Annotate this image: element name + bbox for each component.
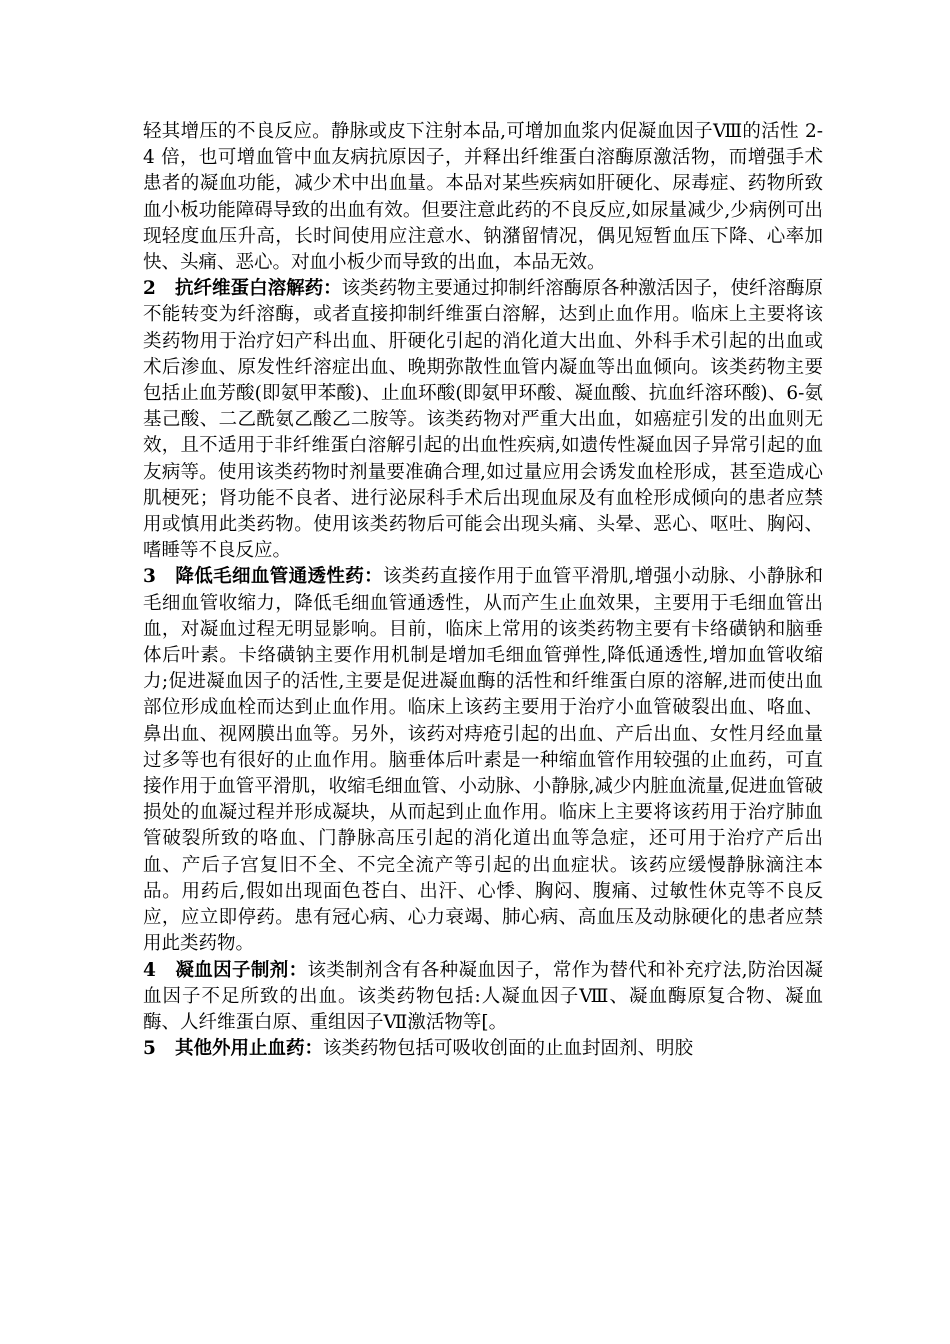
document-page <box>143 119 823 1062</box>
section-number-5: 5 <box>143 1038 156 1060</box>
section-number-3: 3 <box>143 566 156 588</box>
paragraph-3 <box>143 564 823 957</box>
paragraph-4 <box>143 958 823 1037</box>
section-heading-5: 其他外用止血药： <box>175 1038 324 1060</box>
section-heading-3: 降低毛细血管通透性药： <box>175 566 383 588</box>
paragraph-2 <box>143 276 823 564</box>
paragraph-2-text: 该类药物主要通过抑制纤溶酶原各种激活因子，使纤溶酶原不能转变为纤溶酶，或者直接抑制纤维蛋白溶解，达到止血作用。临床上主要将该类药物用于治疗妇产科出血、肝硬化引起的消化道大出血、外科手术引起的出血或术后渗血、原发性纤溶症出血、晚期弥散性血管内凝血等出血倾向。该类药物主要包括止血芳酸(即氨甲苯酸)、止血环酸(即氨甲环酸、凝血酸、抗血纤溶环酸)、6-氨基己酸、二乙酰氨乙酸乙二胺等。该类药物对严重大出血，如癌症引发的出血则无效，且不适用于非纤维蛋白溶解引起的出血性疾病,如遗传性凝血因子异常引起的血友病等。使用该类药物时剂量要准确合理,如过量应用会诱发血栓形成，甚至造成心肌梗死；肾功能不良者、进行泌尿科手术后出现血尿及有血栓形成倾向的患者应禁用或慎用此类药物。使用该类药物后可能会出现头痛、头晕、恶心、呕吐、胸闷、嗜睡等不良反应。 <box>143 278 823 562</box>
section-heading-4: 凝血因子制剂： <box>175 959 308 981</box>
paragraph-1 <box>143 119 823 276</box>
section-number-2: 2 <box>143 278 156 300</box>
section-heading-2: 抗纤维蛋白溶解药： <box>175 278 342 300</box>
paragraph-5-text: 该类药物包括可吸收创面的止血封固剂、明胶 <box>323 1038 694 1060</box>
paragraph-3-text: 该类药直接作用于血管平滑肌,增强小动脉、小静脉和毛细血管收缩力，降低毛细血管通透性，从而产生止血效果，主要用于毛细血管出血，对凝血过程无明显影响。目前，临床上常用的该类药物主要有卡络磺钠和脑垂体后叶素。卡络磺钠主要作用机制是增加毛细血管弹性,降低通透性,增加血管收缩力;促进凝血因子的活性,主要是促进凝血酶的活性和纤维蛋白原的溶解,进而使出血部位形成血栓而达到止血作用。临床上该药主要用于治疗小血管破裂出血、咯血、鼻出血、视网膜出血等。另外，该药对痔疮引起的出血、产后出血、女性月经血量过多等也有很好的止血作用。脑垂体后叶素是一种缩血管作用较强的止血药，可直接作用于血管平滑肌，收缩毛细血管、小动脉、小静脉,减少内脏血流量,促进血管破损处的血凝过程并形成凝块，从而起到止血作用。临床上主要将该药用于治疗肺血管破裂所致的咯血、门静脉高压引起的消化道出血等急症，还可用于治疗产后出血、产后子宫复旧不全、不完全流产等引起的出血症状。该药应缓慢静脉滴注本品。用药后,假如出现面色苍白、出汗、心悸、胸闷、腹痛、过敏性休克等不良反应，应立即停药。患有冠心病、心力衰竭、肺心病、高血压及动脉硬化的患者应禁用此类药物。 <box>143 566 823 955</box>
paragraph-1-text: 轻其增压的不良反应。静脉或皮下注射本品,可增加血浆内促凝血因子Ⅷ的活性 2-4 倍，也可增血管中血友病抗原因子，并释出纤维蛋白溶酶原激活物，而增强手术患者的凝血功能，减少术中出血量。本品对某些疾病如肝硬化、尿毒症、药物所致血小板功能障碍导致的出血有效。但要注意此药的不良反应,如尿量减少,少病例可出现轻度血压升高，长时间使用应注意水、钠潴留情况，偶见短暂血压下降、心率加快、头痛、恶心。对血小板少而导致的出血，本品无效。 <box>143 121 823 274</box>
paragraph-4-text: 该类制剂含有各种凝血因子，常作为替代和补充疗法,防治因凝血因子不足所致的出血。该类药物包括:人凝血因子Ⅷ、凝血酶原复合物、凝血酶、人纤维蛋白原、重组因子Ⅶ激活物等[。 <box>143 959 823 1033</box>
section-number-4: 4 <box>143 959 156 981</box>
paragraph-5 <box>143 1036 823 1062</box>
